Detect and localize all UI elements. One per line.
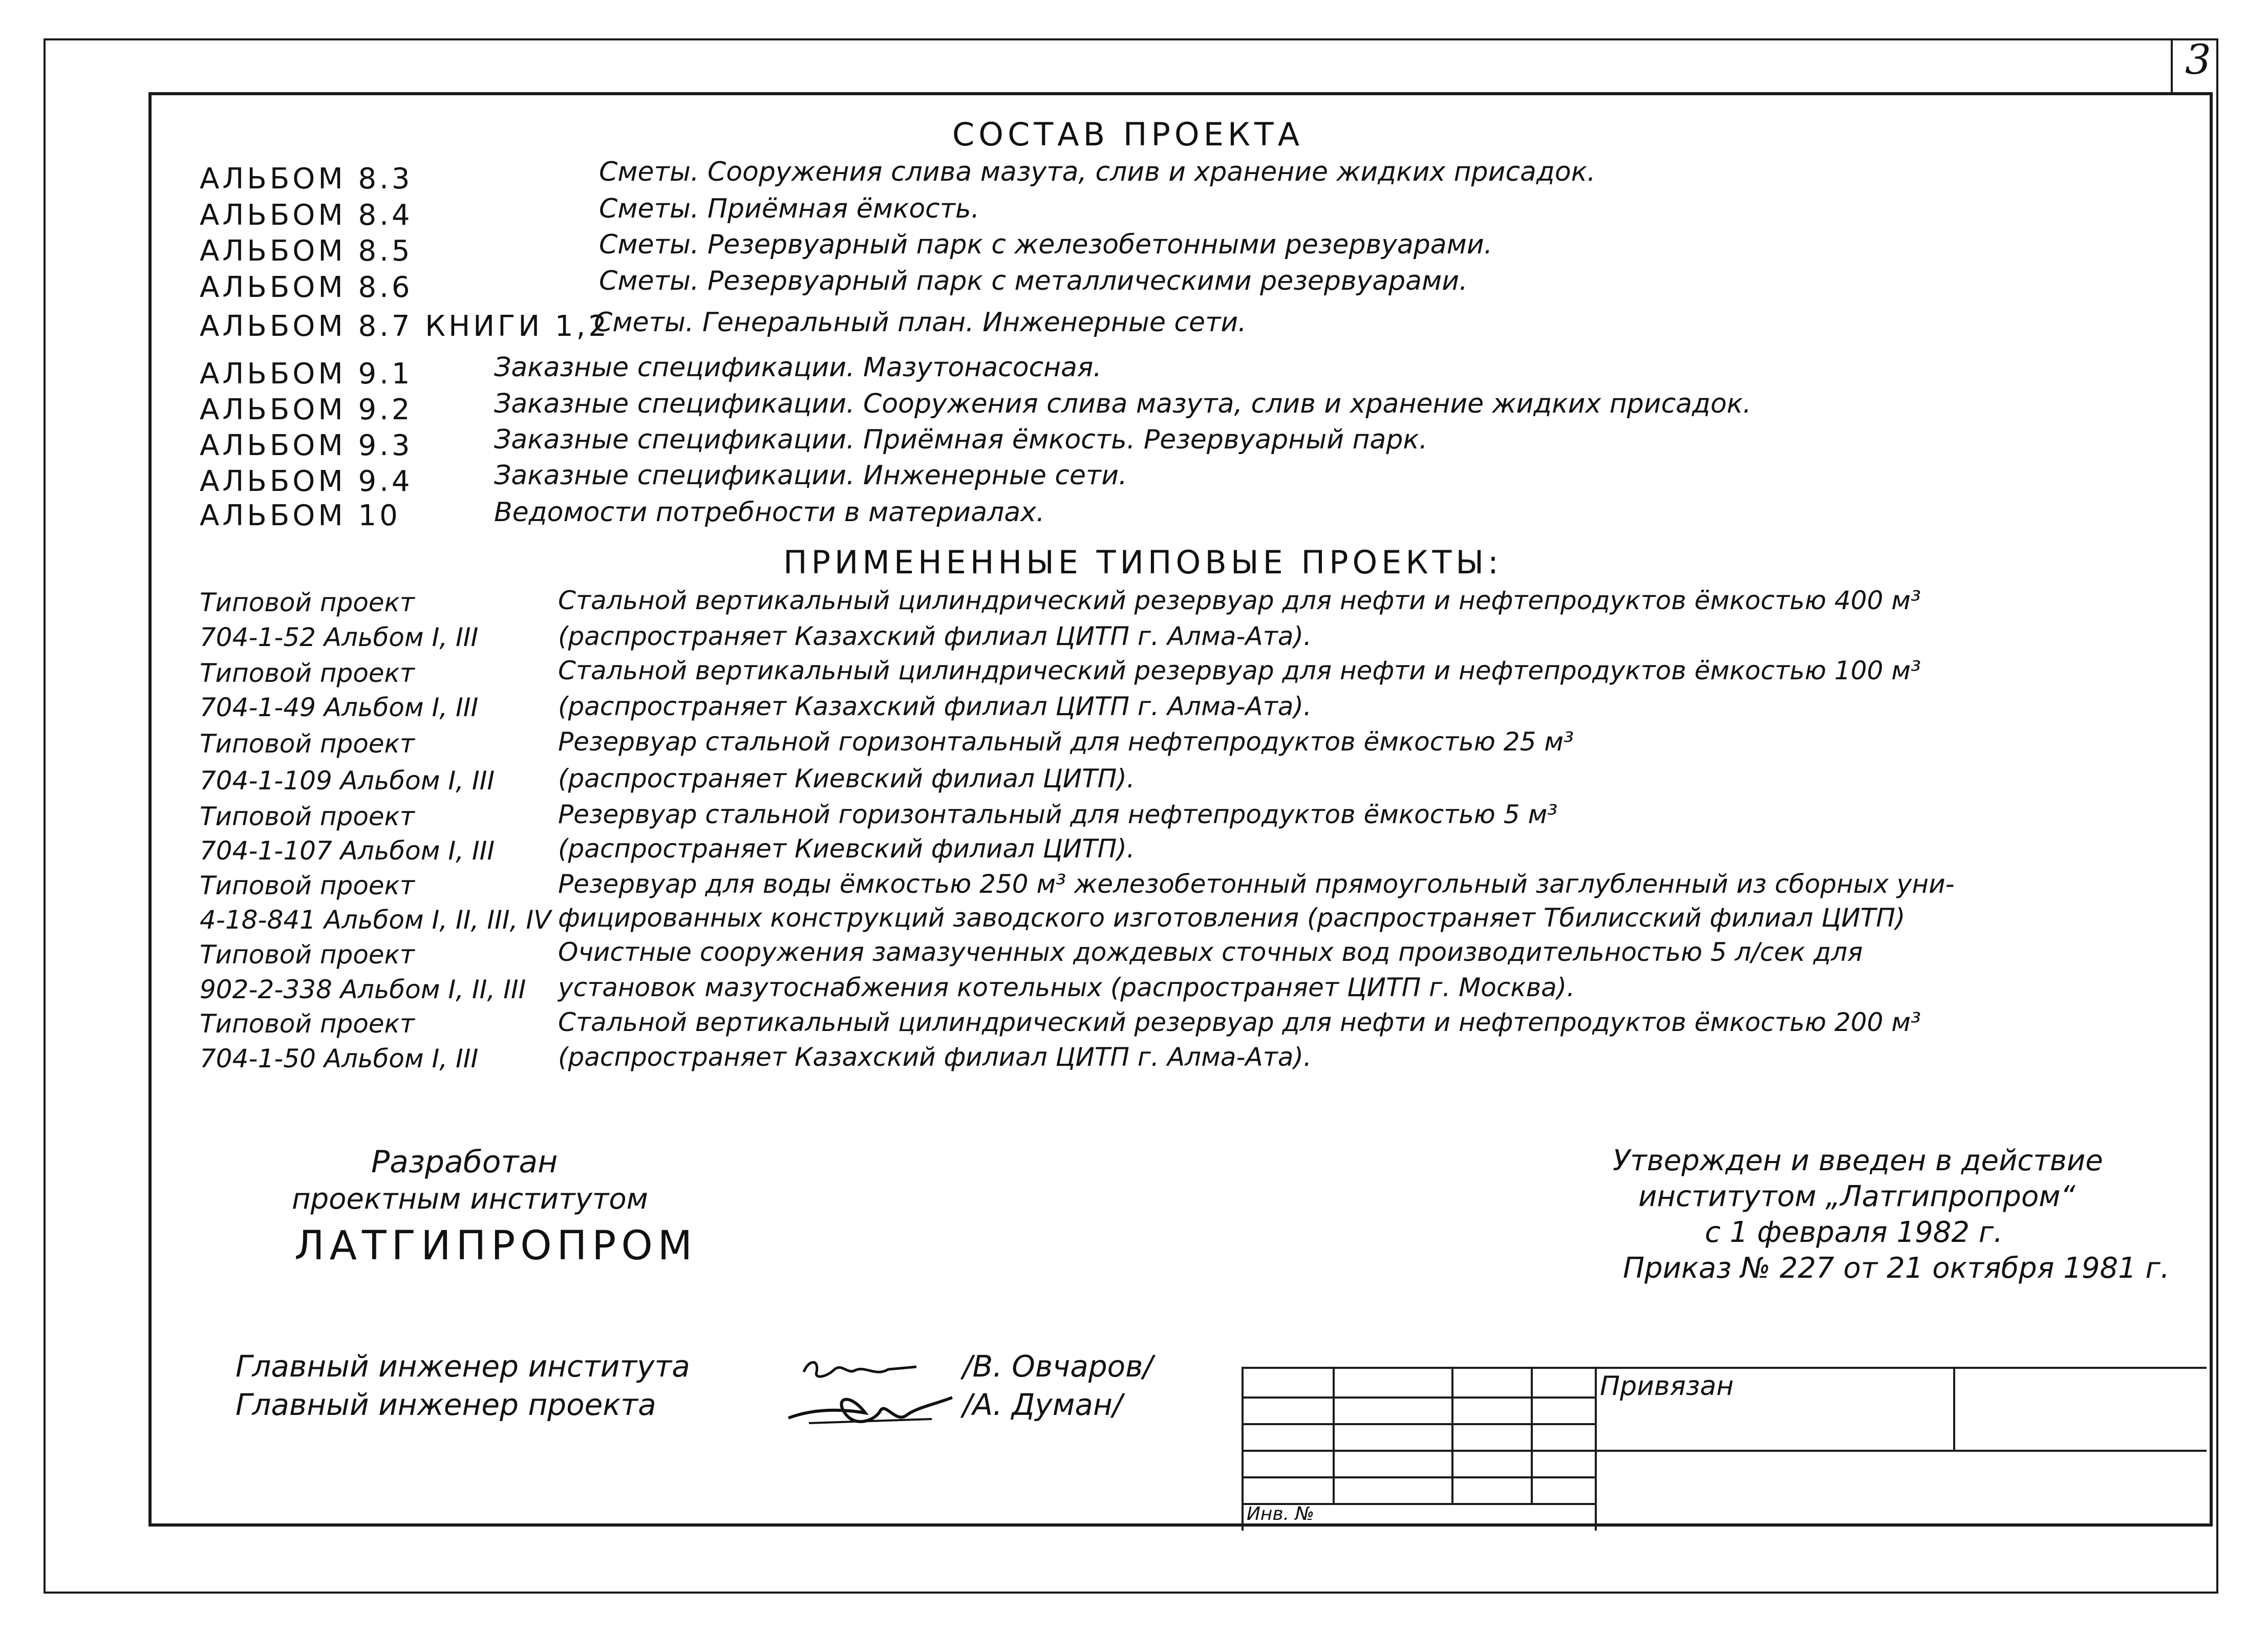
project-line: Очистные сооружения замазученных дождевых сточных вод производительностью 5 л/сек для	[558, 937, 1863, 967]
project-line: Резервуар для воды ёмкостью 250 м³ железобетонный прямоугольный заглубленный из сборных уни-	[558, 869, 1955, 899]
project-label: Типовой проект	[200, 871, 415, 900]
developed-label: Разработан	[371, 1144, 558, 1180]
project-line: Резервуар стальной горизонтальный для нефтепродуктов ёмкостью 5 м³	[558, 800, 1558, 829]
chief-engineer-institute-name: /В. Овчаров/	[962, 1349, 1153, 1384]
project-number: 704-1-52 Альбом I, III	[200, 622, 479, 652]
project-line: (распространяет Казахский филиал ЦИТП г. Алма-Ата).	[558, 621, 1312, 651]
project-number: 704-1-107 Альбом I, III	[200, 836, 495, 866]
stamp-inventory-label: Инв. №	[1247, 1503, 1315, 1524]
album-code: АЛЬБОМ 9.2	[200, 393, 413, 426]
album-description: Сметы. Резервуарный парк с металлическими резервуарами.	[599, 266, 1468, 296]
approved-order: Приказ № 227 от 21 октября 1981 г.	[1623, 1252, 2170, 1285]
project-line: (распространяет Казахский филиал ЦИТП г. Алма-Ата).	[558, 692, 1312, 721]
approved-line: институтом „Латгипропром“	[1638, 1180, 2076, 1213]
project-label: Типовой проект	[200, 658, 415, 688]
applied-projects-heading: ПРИМЕНЕННЫЕ ТИПОВЫЕ ПРОЕКТЫ:	[783, 544, 1503, 581]
project-number: 704-1-50 Альбом I, III	[200, 1044, 479, 1073]
album-code: АЛЬБОМ 10	[200, 499, 401, 532]
developed-by-line: проектным институтом	[292, 1183, 648, 1216]
project-number: 704-1-49 Альбом I, III	[200, 693, 479, 722]
institute-name: ЛАТГИПРОПРОМ	[294, 1223, 698, 1269]
project-line: установок мазутоснабжения котельных (распространяет ЦИТП г. Москва).	[558, 973, 1575, 1002]
project-line: Стальной вертикальный цилиндрический резервуар для нефти и нефтепродуктов ёмкостью 400 м³	[558, 586, 1921, 615]
project-line: Стальной вертикальный цилиндрический резервуар для нефти и нефтепродуктов ёмкостью 200 м³	[558, 1007, 1921, 1037]
project-line: Стальной вертикальный цилиндрический резервуар для нефти и нефтепродуктов ёмкостью 100 м³	[558, 656, 1921, 685]
album-code: АЛЬБОМ 9.4	[200, 465, 413, 498]
page-title: СОСТАВ ПРОЕКТА	[952, 116, 1304, 153]
page-number: 3	[2185, 36, 2211, 83]
project-number: 902-2-338 Альбом I, II, III	[200, 975, 526, 1004]
album-code: АЛЬБОМ 8.5	[200, 234, 413, 268]
album-description: Заказные спецификации. Инженерные сети.	[494, 460, 1127, 491]
album-description: Сметы. Приёмная ёмкость.	[599, 194, 980, 224]
project-label: Типовой проект	[200, 729, 415, 759]
album-code: АЛЬБОМ 8.6	[200, 271, 413, 304]
chief-engineer-project-label: Главный инженер проекта	[236, 1387, 656, 1422]
project-line: (распространяет Киевский филиал ЦИТП).	[558, 834, 1135, 864]
chief-engineer-project-name: /А. Думан/	[962, 1387, 1123, 1422]
project-line: Резервуар стальной горизонтальный для нефтепродуктов ёмкостью 25 м³	[558, 727, 1574, 757]
approved-line: Утвержден и введен в действие	[1613, 1144, 2103, 1177]
chief-engineer-institute-label: Главный инженер института	[236, 1349, 690, 1384]
album-description: Сметы. Генеральный план. Инженерные сети.	[594, 307, 1247, 338]
album-description: Заказные спецификации. Мазутонасосная.	[494, 352, 1102, 383]
signature-duman	[778, 1382, 962, 1438]
album-description: Сметы. Сооружения слива мазута, слив и хранение жидких присадок.	[599, 157, 1596, 187]
project-line: (распространяет Казахский филиал ЦИТП г. Алма-Ата).	[558, 1042, 1312, 1072]
approved-date: с 1 февраля 1982 г.	[1705, 1216, 2003, 1249]
album-description: Ведомости потребности в материалах.	[494, 497, 1045, 528]
album-description: Заказные спецификации. Сооружения слива мазута, слив и хранение жидких присадок.	[494, 389, 1751, 419]
album-code: АЛЬБОМ 8.7 КНИГИ 1,2	[200, 310, 610, 343]
stamp-tied-label: Привязан	[1600, 1371, 1734, 1402]
project-line: (распространяет Киевский филиал ЦИТП).	[558, 764, 1135, 793]
album-code: АЛЬБОМ 9.1	[200, 357, 413, 391]
project-label: Типовой проект	[200, 588, 415, 617]
album-description: Сметы. Резервуарный парк с железобетонными резервуарами.	[599, 229, 1493, 260]
album-description: Заказные спецификации. Приёмная ёмкость. Резервуарный парк.	[494, 424, 1428, 455]
album-code: АЛЬБОМ 8.4	[200, 199, 413, 232]
project-number: 4-18-841 Альбом I, II, III, IV	[200, 905, 551, 935]
project-label: Типовой проект	[200, 1009, 415, 1039]
project-label: Типовой проект	[200, 802, 415, 831]
project-label: Типовой проект	[200, 940, 415, 970]
project-line: фицированных конструкций заводского изготовления (распространяет Тбилисский филиал ЦИТП)	[558, 903, 1906, 933]
album-code: АЛЬБОМ 9.3	[200, 429, 413, 462]
project-number: 704-1-109 Альбом I, III	[200, 766, 495, 796]
album-code: АЛЬБОМ 8.3	[200, 162, 413, 196]
